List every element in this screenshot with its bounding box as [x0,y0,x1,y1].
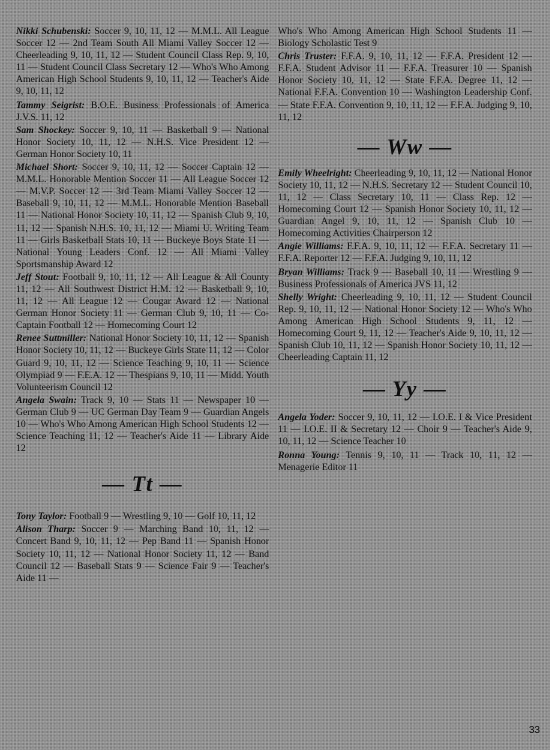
senior-entry [16,333,269,393]
senior-entry [278,450,532,474]
activities-text: Who's Who Among American High School Students 11 — Biology Scholastic Test 9 [278,26,532,50]
senior-entry [278,51,532,124]
activities-text: National Honor Society 10, 11, 12 — Spanish Honor Society 10, 11, 12 — Buckeye Girls State 11, 12 — Color Guard 9, 10, 11, 12 — Science Teaching 9, 10, 11 — Science Olympiad 9 — F.E.A. 12 — Thespians 9, 10, 11 — Midd. Youth Volunteerism Council 12 [16,333,270,393]
senior-entry-continued [278,26,532,50]
activities-text: Soccer 9, 10, 11, 12 — I.O.E. I & Vice President 11 — I.O.E. II & Secretary 12 — Choir 9 — Teacher's Aide 9, 10, 11, 12 — Science Teacher 10 [278,412,533,448]
student-name: Michael Short: [16,162,78,174]
activities-text: Football 9 — Wrestling 9, 10 — Golf 10, 11, 12 [69,511,256,523]
activities-text: Track 9 — Baseball 10, 11 — Wrestling 9 — Business Professionals of America JVS 11, 12 [278,266,533,290]
activities-text: Tennis 9, 10, 11 — Track 10, 11, 12 — Menagerie Editor 11 [278,449,533,473]
activities-text: Cheerleading 9, 10, 11, 12 — Student Council Rep. 9, 10, 11, 12 — National Honor Society 12 — Who's Who Among American High School Students 9, 11, 12 — Homecoming Court 9, 11, 12 — Teacher's Aide 9, 10, 11, 12 — Spanish Club 10, 11, 12 — Spanish Honor Society 10, 11, 12 — Cheerleading Captain 11, 12 [278,291,533,364]
senior-entry [278,267,532,291]
student-name: Alison Tharp: [16,524,76,536]
letter-heading-tt: — Tt — [102,471,183,497]
activities-text: Track 9, 10 — Stats 11 — Newspaper 10 — German Club 9 — UC German Day Team 9 — Guardian Angels 10 — Who's Who Among American High School Students 12 — Science Teaching 11, 12 — Teacher's Aide 11 — Library Aide 12 [16,394,269,455]
page-number: 33 [528,725,540,736]
senior-entry [16,125,269,161]
activities-text: F.F.A. 9, 10, 11, 12 — F.F.A. Secretary 11 — F.F.A. Reporter 12 — F.F.A. Judging 9, 10, 11, 12 [278,241,533,265]
activities-text: Football 9, 10, 11, 12 — All League & All County 11, 12 — All Southwest District H.M. 12 — Basketball 9, 10, 11, 12 — All League 12 — Cougar Award 12 — National German Honor Society 11 — German Club 9, 10, 11 — Co-Captain Football 12 — Homecoming Court 12 [16,271,270,332]
senior-entry [278,168,532,241]
senior-entry [16,395,269,455]
activities-text: Soccer 9, 10, 11, 12 — M.M.L. All League Soccer 12 — 2nd Team South All Miami Valley Soccer 12 — Cheerleading 9, 10, 11, 12 — Student Council Class Rep. 9, 10, 11 — Student Council Class Secretary 12 — Who's Who Among American High School Students 9, 10, 11, 12 — Teacher's Aide 9, 10, 11, 12 [16,26,270,98]
student-name: Sam Shockey: [16,124,75,136]
student-name: Bryan Williams: [278,266,345,278]
senior-entry [16,162,269,271]
student-name: Jeff Stout: [16,271,60,283]
senior-entry [16,26,269,99]
senior-entry [278,292,532,365]
student-name: Angie Williams: [278,241,344,253]
activities-text: B.O.E. Business Professionals of America J.V.S. 11, 12 [16,99,270,123]
letter-heading-ww: — Ww — [357,133,453,159]
student-name: Renee Suttmiller: [16,333,87,345]
senior-entry [16,100,269,124]
senior-entry [16,524,269,584]
student-name: Chris Truster: [278,51,337,63]
student-name: Shelly Wright: [278,291,338,303]
right-column [278,26,532,475]
letter-heading-yy: — Yy — [363,376,447,402]
activities-text: F.F.A. 9, 10, 11, 12 — F.F.A. President 12 — F.F.A. Student Advisor 11 — F.F.A. Treasurer 10 — Spanish Honor Society 10, 11, 12 — State F.F.A. Degree 11, 12 — National F.F.A. Convention 10 — Washington Leadership Conf. — State F.F.A. Convention 9, 10, 11, 12 — F.F.A. Judging 9, 10, 11, 12 [278,51,532,123]
student-name: Angela Yoder: [278,412,336,424]
student-name: Tammy Seigrist: [16,99,85,111]
activities-text: Soccer 9, 10, 11, 12 — Soccer Captain 12 — M.M.L. Honorable Mention Soccer 11 — All League Soccer 12 — M.V.P. Soccer 12 — 3rd Team Miami Valley Soccer 12 — Baseball 9, 10, 11, 12 — M.M.L. Honorable Mention Baseball 11 — National Honor Society 10, 11, 12 — Spanish Club 9, 10, 11, 12 — Spanish N.H.S. 10, 11, 12 — Miami U. Writing Team 11 — Girls Basketball Stats 10, 11 — Buckeye Boys State 11 — National Young Leaders Conf. 12 — All Miami Valley Sportsmanship Award 12 [16,162,269,270]
student-name: Nikki Schubenski: [16,26,91,37]
activities-text: Soccer 9 — Marching Band 10, 11, 12 — Concert Band 9, 10, 11, 12 — Pep Band 11 — Spanish Honor Society 10, 11, 12 — National Honor Society 11, 12 — Band Council 12 — Baseball Stats 9 — Science Fair 9 — Teacher's Aide 11 — [16,524,270,584]
senior-entry [278,241,532,265]
student-name: Tony Taylor: [16,511,67,523]
activities-text: Cheerleading 9, 10, 11, 12 — National Honor Society 10, 11, 12 — N.H.S. Secretary 12 — Student Council 10, 11, 12 — Class Secretary 10, 11 — Class Rep. 12 — Homecoming Court 12 — Spanish Honor Society 10, 11, 12 — Guardian Angel 9, 10, 11, 12 — Spanish Club 10 — Homecoming Activities Chairperson 12 [278,167,532,240]
student-name: Angela Swain: [16,394,77,406]
student-name: Emily Wheelright: [278,167,352,179]
student-name: Ronna Young: [278,449,340,461]
senior-entry [16,272,269,332]
senior-entry [16,511,269,523]
left-column [16,26,269,586]
activities-text: Soccer 9, 10, 11 — Basketball 9 — National Honor Society 10, 11, 12 — N.H.S. Vice President 12 — German Honor Society 10, 11 [16,124,270,160]
senior-entry [278,412,532,448]
